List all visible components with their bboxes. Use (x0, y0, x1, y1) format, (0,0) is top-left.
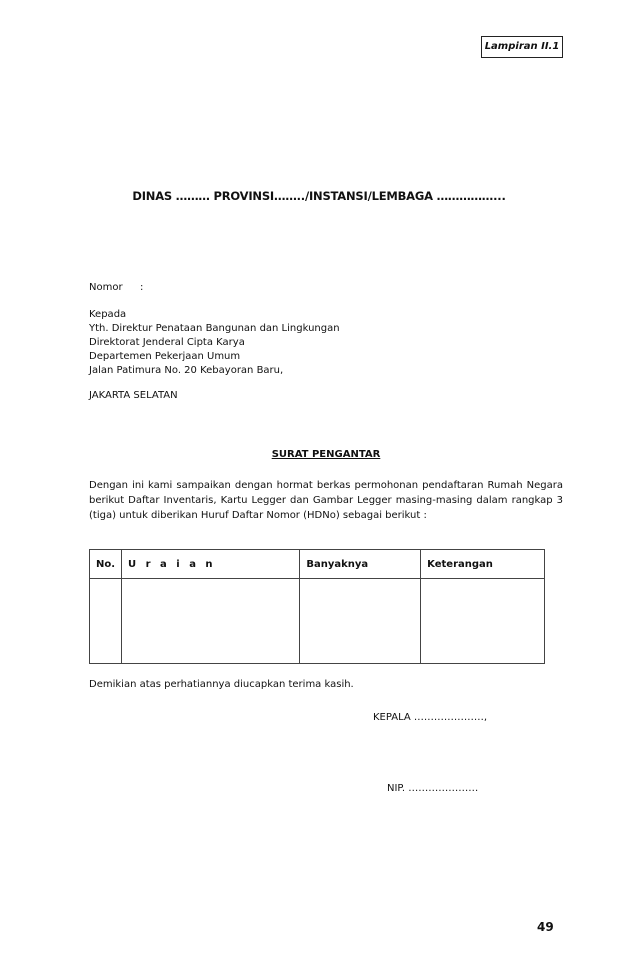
agency-heading: DINAS ……… PROVINSI……../INSTANSI/LEMBAGA ……………... (132, 189, 506, 203)
header-uraian: U r a i a n (122, 550, 300, 579)
recipient-line-3: Departemen Pekerjaan Umum (89, 351, 241, 362)
nomor-label: Nomor (89, 282, 123, 293)
recipient-line-2: Direktorat Jenderal Cipta Karya (89, 337, 245, 348)
signature-nip: NIP. ………………… (387, 783, 479, 794)
closing-text: Demikian atas perhatiannya diucapkan terima kasih. (89, 679, 354, 690)
cell-uraian (122, 579, 300, 664)
cell-banyaknya (300, 579, 421, 664)
table-header-row (90, 550, 545, 579)
recipient-kepada: Kepada (89, 309, 127, 320)
recipient-line-4: Jalan Patimura No. 20 Kebayoran Baru, (89, 365, 284, 376)
recipient-city: JAKARTA SELATAN (89, 390, 178, 401)
header-banyaknya: Banyaknya (300, 550, 421, 579)
page-number: 49 (537, 920, 554, 934)
nomor-colon: : (140, 282, 144, 293)
intro-paragraph: Dengan ini kami sampaikan dengan hormat berkas permohonan pendaftaran Rumah Negara berikut Daftar Inventaris, Kartu Legger dan Gambar Legger masing-masing dalam rangkap 3 (tiga) untuk diberikan Huruf Daftar Nomor (HDNo) sebagai berikut : (89, 480, 563, 521)
table-row (90, 579, 545, 664)
letter-title: SURAT PENGANTAR (271, 449, 381, 460)
header-keterangan: Keterangan (421, 550, 545, 579)
items-table (89, 549, 545, 664)
cell-no (90, 579, 122, 664)
signature-kepala: KEPALA …………………, (373, 712, 488, 723)
recipient-line-1: Yth. Direktur Penataan Bangunan dan Lingkungan (89, 323, 340, 334)
cell-keterangan (421, 579, 545, 664)
header-no: No. (90, 550, 122, 579)
lampiran-label: Lampiran II.1 (481, 36, 563, 58)
